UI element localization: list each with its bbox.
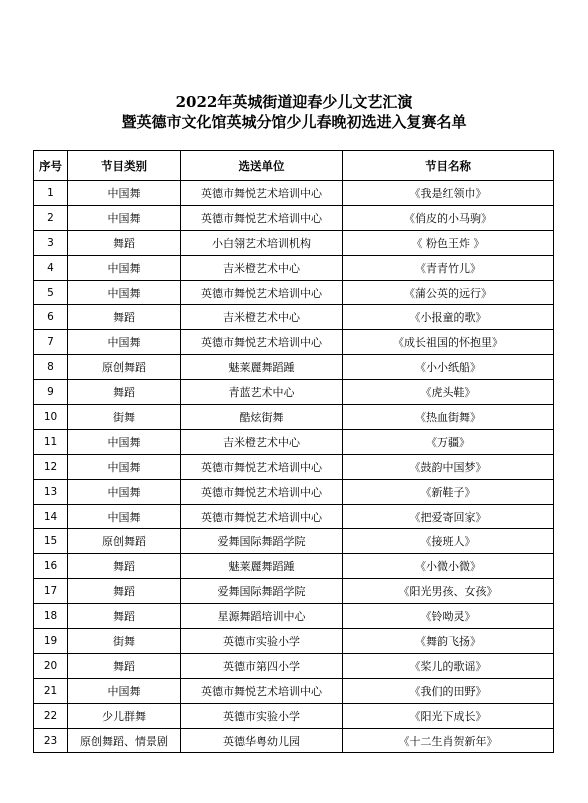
row-unit: 魅莱麗舞蹈踵 — [181, 554, 343, 579]
row-index: 4 — [34, 255, 68, 280]
row-program: 《阳光下成长》 — [343, 703, 554, 728]
row-category: 街舞 — [68, 405, 181, 430]
row-category: 舞蹈 — [68, 604, 181, 629]
table-row — [34, 678, 554, 703]
row-unit: 酷炫街舞 — [181, 405, 343, 430]
row-unit: 吉米橙艺术中心 — [181, 255, 343, 280]
row-category: 中国舞 — [68, 280, 181, 305]
table-row — [34, 604, 554, 629]
row-program: 《俏皮的小马驹》 — [343, 205, 554, 230]
row-program: 《 粉色王炸 》 — [343, 230, 554, 255]
row-category: 舞蹈 — [68, 579, 181, 604]
row-program: 《阳光男孩、女孩》 — [343, 579, 554, 604]
table-row — [34, 280, 554, 305]
table-row — [34, 230, 554, 255]
row-category: 街舞 — [68, 629, 181, 654]
row-unit: 英德市舞悦艺术培训中心 — [181, 504, 343, 529]
row-index: 9 — [34, 380, 68, 405]
row-index: 5 — [34, 280, 68, 305]
row-category: 中国舞 — [68, 205, 181, 230]
row-program: 《蒲公英的远行》 — [343, 280, 554, 305]
row-program: 《青青竹儿》 — [343, 255, 554, 280]
row-unit: 英德市舞悦艺术培训中心 — [181, 280, 343, 305]
row-category: 舞蹈 — [68, 554, 181, 579]
row-program: 《接班人》 — [343, 529, 554, 554]
table-row — [34, 380, 554, 405]
row-unit: 吉米橙艺术中心 — [181, 429, 343, 454]
table-row — [34, 703, 554, 728]
row-program: 《铃呦灵》 — [343, 604, 554, 629]
table-row — [34, 529, 554, 554]
table-row — [34, 405, 554, 430]
row-index: 19 — [34, 629, 68, 654]
row-category: 中国舞 — [68, 454, 181, 479]
row-program: 《舞韵飞扬》 — [343, 629, 554, 654]
row-category: 原创舞蹈 — [68, 529, 181, 554]
row-category: 中国舞 — [68, 330, 181, 355]
row-unit: 英德市舞悦艺术培训中心 — [181, 454, 343, 479]
row-index: 20 — [34, 653, 68, 678]
row-category: 中国舞 — [68, 255, 181, 280]
row-index: 15 — [34, 529, 68, 554]
row-index: 10 — [34, 405, 68, 430]
table-row — [34, 479, 554, 504]
row-category: 舞蹈 — [68, 380, 181, 405]
row-program: 《万疆》 — [343, 429, 554, 454]
row-unit: 青蓝艺术中心 — [181, 380, 343, 405]
row-unit: 英德市舞悦艺术培训中心 — [181, 479, 343, 504]
row-category: 中国舞 — [68, 181, 181, 206]
row-index: 17 — [34, 579, 68, 604]
table-row — [34, 653, 554, 678]
row-category: 少儿群舞 — [68, 703, 181, 728]
row-program: 《新鞋子》 — [343, 479, 554, 504]
row-category: 中国舞 — [68, 678, 181, 703]
row-program: 《小报童的歌》 — [343, 305, 554, 330]
row-program: 《鼓韵中国梦》 — [343, 454, 554, 479]
row-program: 《十二生肖贺新年》 — [343, 728, 554, 753]
table-row — [34, 205, 554, 230]
table-body — [34, 181, 554, 753]
table-row — [34, 355, 554, 380]
row-program: 《成长祖国的怀抱里》 — [343, 330, 554, 355]
header-category: 节目类别 — [68, 151, 181, 181]
row-index: 22 — [34, 703, 68, 728]
table-row — [34, 629, 554, 654]
row-unit: 爱舞国际舞蹈学院 — [181, 579, 343, 604]
row-index: 7 — [34, 330, 68, 355]
row-index: 13 — [34, 479, 68, 504]
table-row — [34, 181, 554, 206]
row-index: 21 — [34, 678, 68, 703]
row-category: 原创舞蹈、情景剧 — [68, 728, 181, 753]
row-unit: 爱舞国际舞蹈学院 — [181, 529, 343, 554]
row-index: 2 — [34, 205, 68, 230]
row-category: 中国舞 — [68, 504, 181, 529]
document-title-line-1: 2022年英城街道迎春少儿文艺汇演 — [175, 93, 413, 111]
shortlist-table — [33, 150, 554, 753]
row-unit: 小白翎艺术培训机构 — [181, 230, 343, 255]
row-unit: 吉米橙艺术中心 — [181, 305, 343, 330]
row-program: 《小微小微》 — [343, 554, 554, 579]
row-category: 原创舞蹈 — [68, 355, 181, 380]
table-row — [34, 454, 554, 479]
row-index: 23 — [34, 728, 68, 753]
document-title-line-2: 暨英德市文化馆英城分馆少儿春晚初选进入复赛名单 — [121, 113, 467, 131]
row-program: 《桨儿的歌谣》 — [343, 653, 554, 678]
row-program: 《小小纸船》 — [343, 355, 554, 380]
row-index: 18 — [34, 604, 68, 629]
header-program: 节目名称 — [343, 151, 554, 181]
row-unit: 英德市实验小学 — [181, 703, 343, 728]
row-index: 8 — [34, 355, 68, 380]
row-unit: 英德市第四小学 — [181, 653, 343, 678]
row-category: 舞蹈 — [68, 653, 181, 678]
table-header-row — [34, 151, 554, 181]
row-index: 3 — [34, 230, 68, 255]
row-unit: 英德市舞悦艺术培训中心 — [181, 181, 343, 206]
table-row — [34, 504, 554, 529]
row-unit: 英德市实验小学 — [181, 629, 343, 654]
header-unit: 选送单位 — [181, 151, 343, 181]
table-row — [34, 330, 554, 355]
row-program: 《热血街舞》 — [343, 405, 554, 430]
row-index: 6 — [34, 305, 68, 330]
row-program: 《我是红领巾》 — [343, 181, 554, 206]
row-unit: 英德市舞悦艺术培训中心 — [181, 330, 343, 355]
row-unit: 英德市舞悦艺术培训中心 — [181, 205, 343, 230]
row-index: 1 — [34, 181, 68, 206]
table-row — [34, 579, 554, 604]
row-program: 《虎头鞋》 — [343, 380, 554, 405]
table-row — [34, 305, 554, 330]
table-row — [34, 728, 554, 753]
table-row — [34, 255, 554, 280]
table-row — [34, 554, 554, 579]
table-row — [34, 429, 554, 454]
row-unit: 英德华粤幼儿园 — [181, 728, 343, 753]
row-category: 中国舞 — [68, 479, 181, 504]
row-program: 《我们的田野》 — [343, 678, 554, 703]
row-index: 12 — [34, 454, 68, 479]
row-index: 16 — [34, 554, 68, 579]
row-category: 舞蹈 — [68, 230, 181, 255]
row-index: 11 — [34, 429, 68, 454]
header-index: 序号 — [34, 151, 68, 181]
row-unit: 英德市舞悦艺术培训中心 — [181, 678, 343, 703]
row-program: 《把爱寄回家》 — [343, 504, 554, 529]
row-index: 14 — [34, 504, 68, 529]
row-unit: 星源舞蹈培训中心 — [181, 604, 343, 629]
row-category: 舞蹈 — [68, 305, 181, 330]
row-category: 中国舞 — [68, 429, 181, 454]
row-unit: 魅莱麗舞蹈踵 — [181, 355, 343, 380]
